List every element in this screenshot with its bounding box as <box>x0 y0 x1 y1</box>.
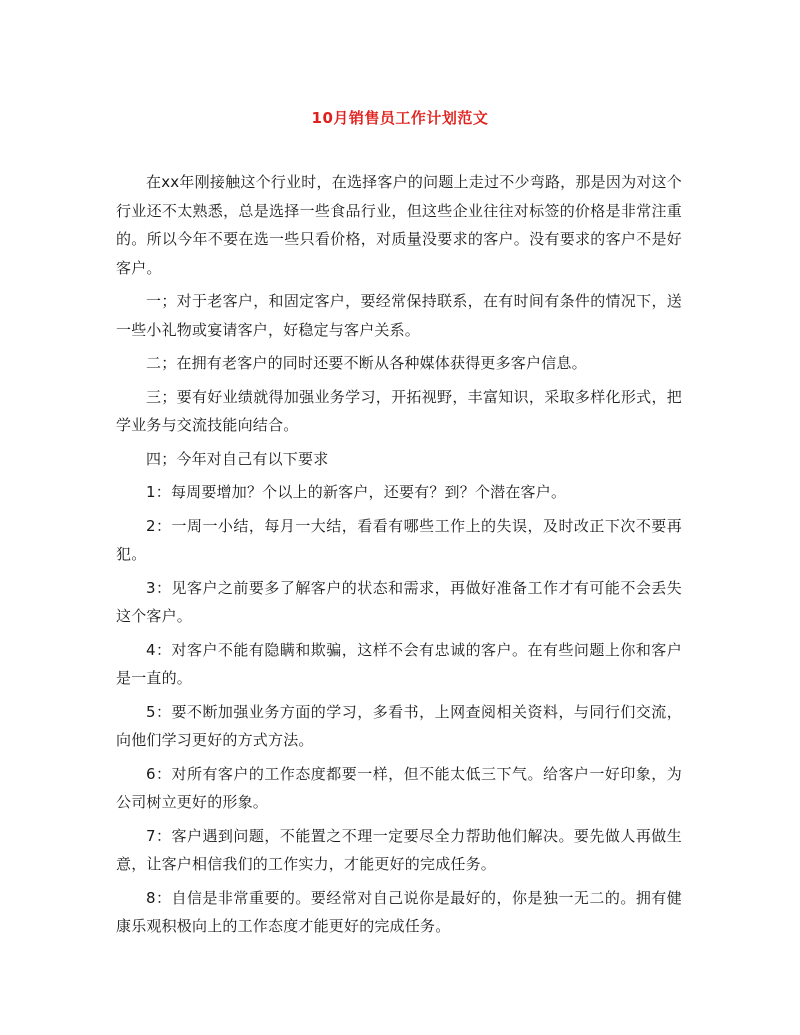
paragraph-requirement-1: 1：每周要增加？个以上的新客户，还要有？到？个潜在客户。 <box>146 483 567 501</box>
paragraph-requirement-5: 5：要不断加强业务方面的学习，多看书，上网查阅相关资料，与同行们交流，向他们学习更好的方式方法。 <box>116 702 682 749</box>
paragraph-point-3: 三；要有好业绩就得加强业务学习，开拓视野，丰富知识，采取多样化形式，把学业务与交流技能向结合。 <box>116 387 682 434</box>
paragraph-point-1: 一；对于老客户，和固定客户，要经常保持联系，在有时间有条件的情况下，送一些小礼物或宴请客户，好稳定与客户关系。 <box>116 292 682 339</box>
paragraph-requirement-4: 4：对客户不能有隐瞒和欺骗，这样不会有忠诚的客户。在有些问题上你和客户是一直的。 <box>116 640 682 687</box>
paragraph-requirement-6: 6：对所有客户的工作态度都要一样，但不能太低三下气。给客户一好印象，为公司树立更好的形象。 <box>116 764 682 811</box>
paragraph-requirement-7: 7：客户遇到问题，不能置之不理一定要尽全力帮助他们解决。要先做人再做生意，让客户相信我们的工作实力，才能更好的完成任务。 <box>116 826 682 873</box>
paragraph-requirement-2: 2：一周一小结，每月一大结，看看有哪些工作上的失误，及时改正下次不要再犯。 <box>116 516 682 563</box>
paragraph-requirement-3: 3：见客户之前要多了解客户的状态和需求，再做好准备工作才有可能不会丢失这个客户。 <box>116 578 682 625</box>
document-body <box>116 168 682 946</box>
paragraph-point-2: 二；在拥有老客户的同时还要不断从各种媒体获得更多客户信息。 <box>146 354 587 372</box>
paragraph-requirement-8: 8：自信是非常重要的。要经常对自己说你是最好的，你是独一无二的。拥有健康乐观积极向上的工作态度才能更好的完成任务。 <box>116 888 682 935</box>
paragraph-point-4: 四；今年对自己有以下要求 <box>146 449 329 468</box>
paragraph-intro: 在xx年刚接触这个行业时，在选择客户的问题上走过不少弯路，那是因为对这个行业还不太熟悉，总是选择一些食品行业，但这些企业往往对标签的价格是非常注重的。所以今年不要在选一些只看价格，对质量没要求的客户。没有要求的客户不是好客户。 <box>116 173 682 277</box>
document-title: 10月销售员工作计划范文 <box>311 109 489 127</box>
